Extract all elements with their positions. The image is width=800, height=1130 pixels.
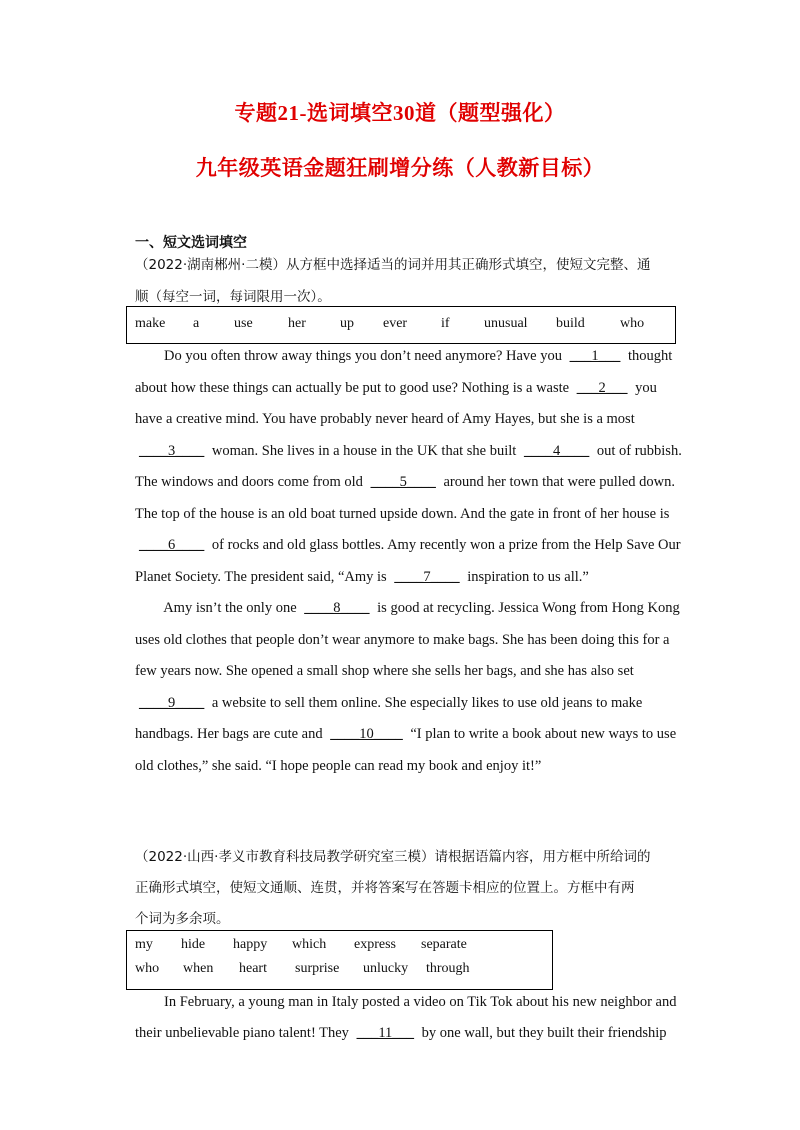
word-option: hide (181, 937, 206, 952)
passage-text: thought (624, 348, 673, 364)
passage-text: by one wall, but they built their friendship (418, 1025, 667, 1041)
passage-line (135, 1025, 667, 1042)
section-heading: 一、短文选词填空 (135, 235, 247, 251)
document-subtitle: 九年级英语金题狂刷增分练（人教新目标） (195, 156, 605, 180)
passage-line (135, 695, 642, 712)
word-option: a (193, 316, 200, 331)
passage-line (135, 348, 672, 365)
passage-text: uses old clothes that people don’t wear anymore to make bags. She has been doing this for a (135, 631, 670, 648)
passage-text: inspiration to us all.” (463, 568, 589, 585)
passage-line (135, 994, 676, 1011)
passage-text: is good at recycling. Jessica Wong from Hong Kong (373, 600, 680, 616)
passage-line (135, 537, 681, 554)
passage-text: you (631, 379, 657, 396)
word-option: my (135, 937, 153, 952)
passage-line (135, 506, 669, 523)
answer-blank: ____6____ (139, 537, 205, 553)
word-box-1 (126, 306, 676, 344)
instruction-line: （2022·山西·孝义市教育科技局教学研究室三模）请根据语篇内容，用方框中所给词的 (135, 849, 651, 865)
answer-blank: ___11___ (356, 1025, 415, 1041)
word-option: build (556, 316, 585, 331)
passage-line (135, 443, 682, 460)
passage-text: Do you often throw away things you don’t need anymore? Have you (135, 348, 566, 364)
passage-line (135, 632, 670, 649)
word-option: express (354, 937, 396, 952)
answer-blank: ____10____ (330, 726, 403, 742)
passage-text: out of rubbish. (593, 442, 682, 459)
passage-text: The top of the house is an old boat turned upside down. And the gate in front of her house is (135, 505, 670, 522)
instruction-line: 个词为多余项。 (135, 911, 230, 927)
passage-text: about how these things can actually be put to good use? Nothing is a waste (135, 379, 573, 396)
word-option: who (620, 316, 645, 331)
word-option: who (135, 961, 160, 976)
passage-text: The windows and doors come from old (135, 474, 367, 490)
passage-text: a website to sell them online. She especially likes to use old jeans to make (208, 694, 643, 711)
passage-text: handbags. Her bags are cute and (135, 726, 327, 742)
passage-text: In February, a young man in Italy posted a video on Tik Tok about his new neighbor and (135, 994, 677, 1010)
word-option: happy (233, 937, 268, 952)
word-option: use (234, 316, 253, 331)
word-option: make (135, 316, 166, 331)
answer-blank: ____7____ (394, 568, 460, 585)
passage-text: around her town that were pulled down. (439, 474, 675, 490)
word-option: unlucky (363, 961, 409, 976)
answer-blank: ___1___ (569, 348, 621, 364)
passage-text: “I plan to write a book about new ways to use (406, 726, 677, 742)
passage-line (135, 411, 635, 428)
instruction-line: （2022·湖南郴州·二模）从方框中选择适当的词并用其正确形式填空，使短文完整、通 (135, 257, 651, 273)
word-box-2 (126, 930, 553, 990)
passage-line (135, 758, 541, 775)
passage-text: have a creative mind. You have probably never heard of Amy Hayes, but she is a most (135, 411, 635, 427)
passage-line (135, 380, 657, 397)
passage-line (135, 600, 680, 617)
word-option: if (441, 316, 450, 331)
word-option: which (292, 937, 327, 952)
word-option: up (340, 316, 354, 331)
answer-blank: ____8____ (304, 600, 370, 616)
passage-text: old clothes,” she said. “I hope people can read my book and enjoy it!” (135, 757, 542, 774)
word-option: when (183, 961, 214, 976)
answer-blank: ___2___ (576, 379, 628, 396)
passage-line (135, 663, 634, 680)
word-option: surprise (295, 961, 340, 976)
passage-text: Amy isn’t the only one (135, 600, 301, 616)
passage-line (135, 726, 676, 743)
instruction-line: 正确形式填空，使短文通顺、连贯，并将答案写在答题卡相应的位置上。方框中有两 (135, 880, 635, 896)
word-option: ever (383, 316, 408, 331)
word-option: through (426, 961, 470, 976)
word-option: heart (239, 961, 267, 976)
passage-line (135, 474, 675, 491)
word-option: unusual (484, 316, 528, 331)
passage-line (135, 569, 589, 586)
answer-blank: ____5____ (370, 474, 436, 490)
passage-text: Planet Society. The president said, “Amy is (135, 568, 391, 585)
passage-text: their unbelievable piano talent! They (135, 1025, 353, 1041)
answer-blank: ____4____ (523, 442, 590, 459)
instruction-line: 顺（每空一词，每词限用一次）。 (135, 289, 331, 305)
word-option: separate (421, 937, 467, 952)
answer-blank: ____9____ (139, 694, 205, 711)
word-option: her (288, 316, 306, 331)
document-title: 专题21-选词填空30道（题型强化） (234, 101, 566, 125)
passage-text: woman. She lives in a house in the UK that she built (208, 442, 520, 459)
passage-text: few years now. She opened a small shop where she sells her bags, and she has also set (135, 663, 634, 679)
passage-text: of rocks and old glass bottles. Amy recently won a prize from the Help Save Our (208, 537, 681, 553)
answer-blank: ____3____ (139, 442, 205, 459)
